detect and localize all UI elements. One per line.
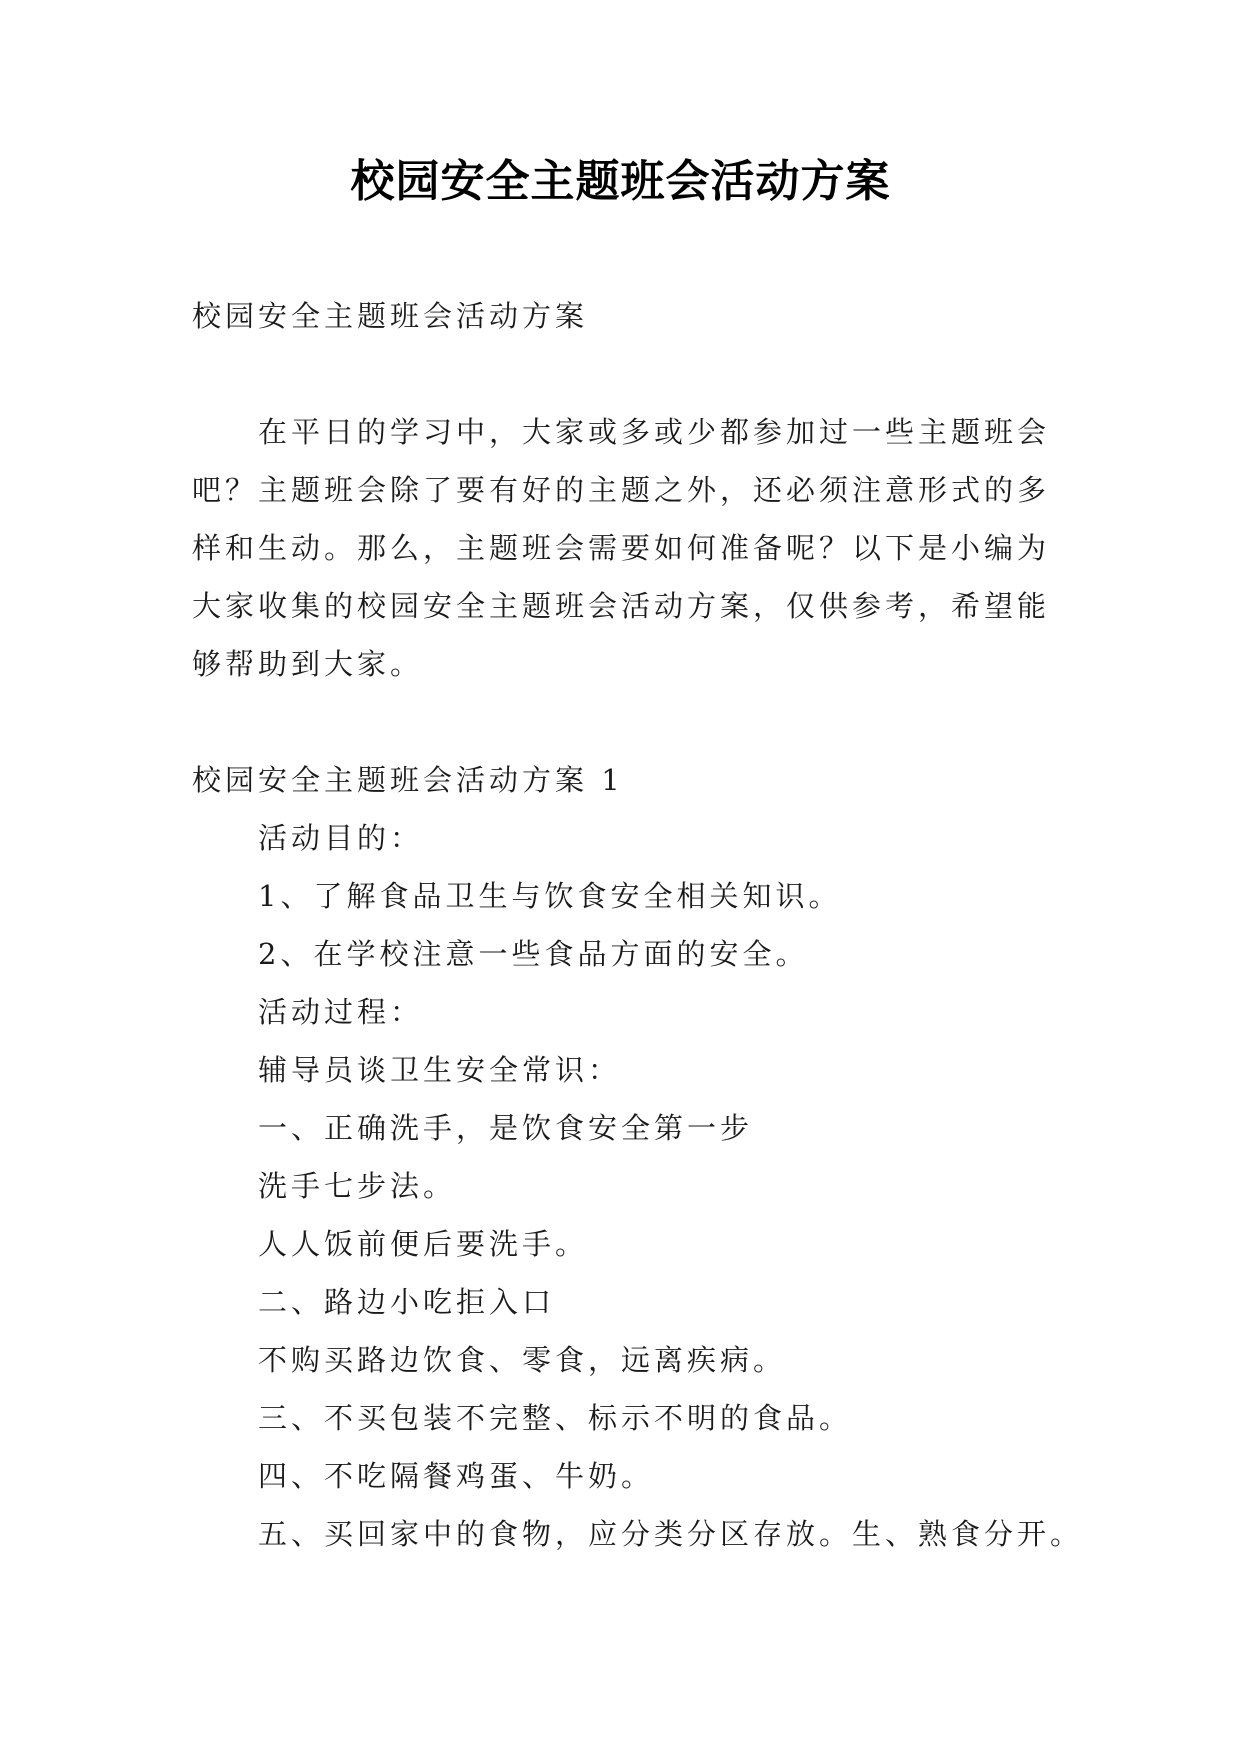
section-line: 活动过程： (258, 995, 424, 1029)
intro-line: 在平日的学习中，大家或多或少都参加过一些主题班会 (258, 415, 1051, 449)
section-line: 二、路边小吃拒入口 (258, 1285, 556, 1319)
intro-line: 大家收集的校园安全主题班会活动方案，仅供参考，希望能 (192, 589, 1051, 623)
intro-line: 吧？主题班会除了要有好的主题之外，还必须注意形式的多 (192, 473, 1051, 507)
section-line: 不购买路边饮食、零食，远离疾病。 (258, 1343, 787, 1377)
intro-line: 样和生动。那么，主题班会需要如何准备呢？以下是小编为 (192, 531, 1051, 565)
section-line: 四、不吃隔餐鸡蛋、牛奶。 (258, 1459, 655, 1493)
section-line: 五、买回家中的食物，应分类分区存放。生、熟食分开。 (258, 1517, 1084, 1551)
document-subtitle: 校园安全主题班会活动方案 (192, 299, 589, 333)
section-line: 2、在学校注意一些食品方面的安全。 (258, 937, 809, 971)
section-line: 人人饭前便后要洗手。 (258, 1227, 589, 1261)
section-line: 活动目的： (258, 821, 424, 855)
section-line: 辅导员谈卫生安全常识： (258, 1053, 622, 1087)
section-heading: 校园安全主题班会活动方案 1 (192, 763, 624, 797)
section-line: 一、正确洗手，是饮食安全第一步 (258, 1111, 754, 1145)
section-line: 洗手七步法。 (258, 1169, 457, 1203)
section-line: 1、了解食品卫生与饮食安全相关知识。 (258, 879, 842, 913)
document-title: 校园安全主题班会活动方案 (350, 156, 891, 207)
intro-line: 够帮助到大家。 (192, 647, 424, 681)
section-line: 三、不买包装不完整、标示不明的食品。 (258, 1401, 853, 1435)
